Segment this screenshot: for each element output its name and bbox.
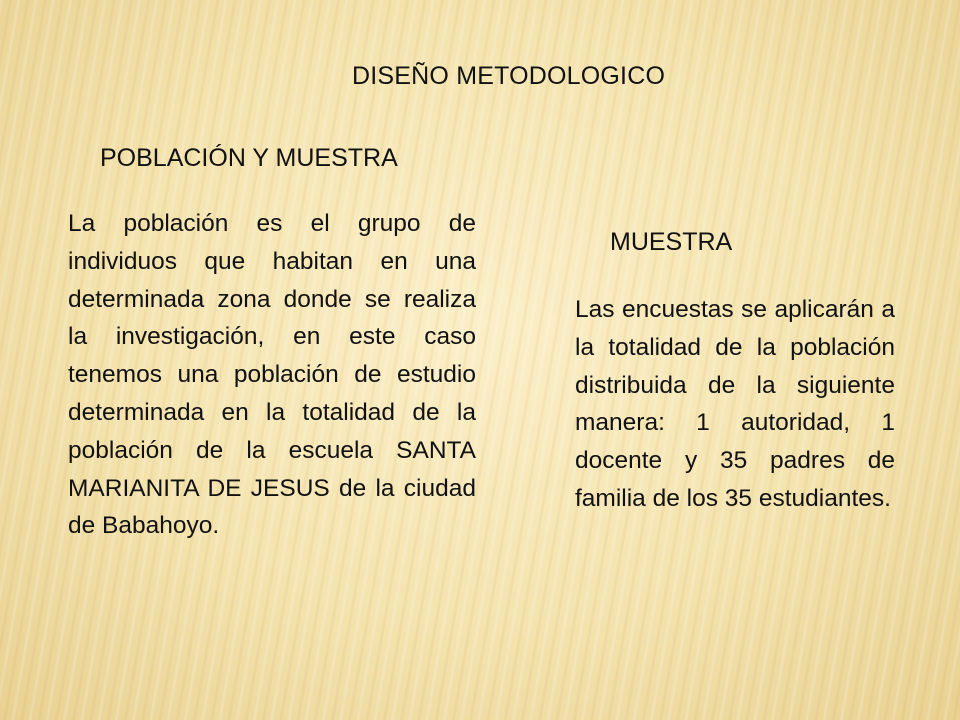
muestra-heading: MUESTRA	[610, 228, 733, 256]
muestra-paragraph: Las encuestas se aplicarán a la totalidad de la población distribuida de la siguiente manera: 1 autoridad, 1 docente y 35 padres de familia de los 35 estudiantes.	[575, 296, 895, 512]
poblacion-paragraph: La población es el grupo de individuos que habitan en una determinada zona donde se realiza la investigación, en este caso tenemos una población de estudio determinada en la totalidad de la población de la escuela SANTA MARIANITA DE JESUS de la ciudad de Babahoyo.	[68, 210, 476, 540]
slide-title: DISEÑO METODOLOGICO	[352, 62, 666, 90]
poblacion-heading: POBLACIÓN Y MUESTRA	[100, 144, 398, 172]
